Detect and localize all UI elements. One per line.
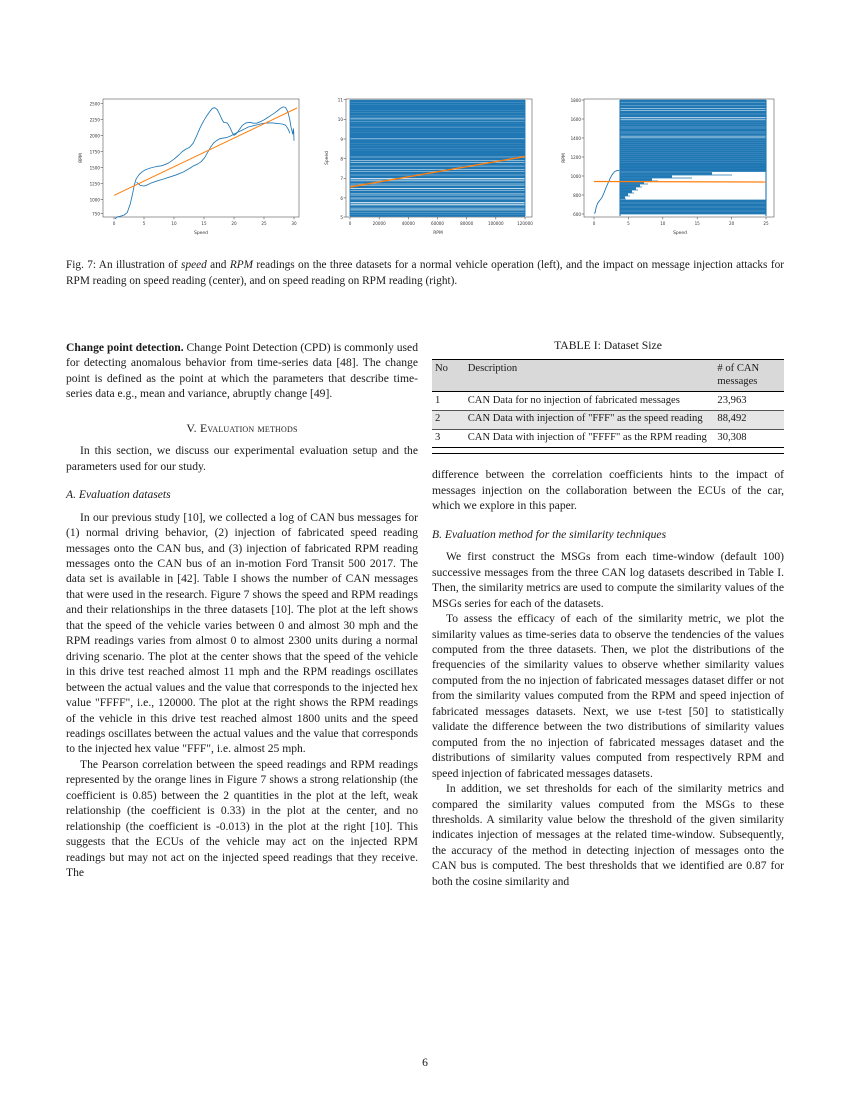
- chart-right-speed-injection: [552, 88, 784, 240]
- table-row: [432, 429, 784, 448]
- left-x-axis-label: Speed: [194, 231, 208, 236]
- right-column: [432, 338, 784, 889]
- figure-caption-label: Fig. 7:: [66, 259, 97, 271]
- left-y-axis-label: RPM: [79, 153, 84, 163]
- svg-text:9: 9: [340, 136, 343, 142]
- table-header-row: [432, 360, 784, 392]
- svg-text:0: 0: [112, 221, 116, 226]
- figure-caption: [66, 258, 784, 289]
- section-heading-evaluation-methods: V. Evaluation methods: [186, 420, 298, 435]
- svg-text:600: 600: [573, 211, 581, 217]
- svg-text:1600: 1600: [570, 116, 581, 122]
- svg-text:60000: 60000: [430, 221, 445, 226]
- svg-text:30: 30: [291, 221, 297, 226]
- table-cell-description: CAN Data with injection of "FFF" as the speed reading: [465, 410, 715, 429]
- table-cell-count: 88,492: [714, 410, 784, 429]
- page-number: 6: [422, 1056, 428, 1069]
- table-cell-description: CAN Data with injection of "FFFF" as the RPM reading: [465, 429, 715, 448]
- svg-text:1250: 1250: [89, 181, 100, 187]
- paragraph-evaluation-intro: In this section, we discuss our experimental evaluation setup and the parameters used for our study.: [66, 444, 418, 473]
- table-bottom-rule: [432, 448, 784, 454]
- table-header-count: # of CAN messages: [717, 362, 760, 387]
- svg-text:15: 15: [201, 221, 207, 226]
- table-row: [432, 410, 784, 429]
- figure-caption-em-speed: speed: [181, 259, 207, 271]
- change-point-lead-in: Change point detection.: [66, 341, 184, 354]
- right-y-axis-label: RPM: [562, 153, 567, 163]
- svg-text:10: 10: [171, 221, 177, 226]
- chart-left-normal-operation: [66, 88, 316, 240]
- svg-text:100000: 100000: [487, 221, 504, 226]
- svg-text:750: 750: [92, 211, 100, 217]
- svg-text:15: 15: [694, 221, 700, 226]
- paragraph-msg-construction: We first construct the MSGs from each time-window (default 100) successive messages from the three CAN log datasets described in Table I. Then, the similarity metrics are used to compute the similarity values of the MSGs series for each of the datasets.: [432, 550, 784, 610]
- table-cell-count: 30,308: [714, 429, 784, 448]
- svg-text:120000: 120000: [517, 221, 533, 226]
- svg-text:2250: 2250: [89, 117, 100, 123]
- svg-text:1000: 1000: [89, 197, 100, 203]
- dataset-size-table: [432, 359, 784, 454]
- table-row: [432, 392, 784, 411]
- svg-text:20: 20: [728, 221, 735, 226]
- table-caption: TABLE I: Dataset Size: [554, 339, 662, 352]
- svg-text:20000: 20000: [372, 221, 386, 226]
- svg-text:10: 10: [660, 221, 666, 226]
- table-cell-no: 1: [435, 394, 441, 406]
- svg-text:1200: 1200: [570, 154, 581, 160]
- paragraph-efficacy-assessment: To assess the efficacy of each of the similarity metric, we plot the similarity values as time-series data to observe the tendencies of the values computed from the three datasets. Then, we plot the distributions of the frequencies of the similarity values to observe whether similarity values computed from the no injection of fabricated messages dataset differ or not from the similarity values computed from the RPM and speed injection of fabricated messages datasets. Next, we use t-test [50] to statistically validate the difference between the two distributions of similarity values computed from the no injection of fabricated messages dataset and the distributions of similarity values computed from respectively RPM and speed injection of fabricated messages datasets.: [432, 612, 784, 780]
- left-column: [66, 340, 418, 881]
- subsection-heading-similarity-techniques: B. Evaluation method for the similarity techniques: [432, 527, 667, 541]
- svg-text:11: 11: [337, 97, 343, 103]
- svg-text:1400: 1400: [570, 135, 581, 141]
- table-cell-count: 23,963: [717, 394, 747, 406]
- figure-caption-text-2: and: [206, 259, 230, 271]
- svg-text:5: 5: [627, 221, 630, 226]
- right-x-axis-label: Speed: [673, 231, 687, 236]
- svg-text:7: 7: [340, 176, 343, 182]
- figure-7: [66, 88, 784, 240]
- svg-text:1000: 1000: [570, 173, 581, 179]
- center-injected-sweeps: [350, 100, 525, 216]
- svg-text:0: 0: [348, 221, 352, 226]
- svg-text:10: 10: [337, 117, 343, 123]
- paragraph-correlation-difference: difference between the correlation coefficients hints to the impact of messages injection on the collaboration between the ECUs of the car, which we explore in this paper.: [432, 468, 784, 513]
- figure-caption-text-1: An illustration of: [96, 259, 182, 271]
- chart-center-rpm-injection: [320, 88, 548, 240]
- svg-text:25: 25: [763, 221, 769, 226]
- svg-text:6: 6: [340, 195, 343, 201]
- paragraph-change-point-detection: [66, 340, 418, 402]
- svg-text:0: 0: [592, 221, 596, 226]
- chart-left-svg: [66, 88, 316, 240]
- figure-caption-em-rpm: RPM: [229, 259, 254, 271]
- figure-caption-text-3: readings on the three datasets for a normal vehicle operation (left), and the impact on message injection attacks for RPM reading on speed reading (center), and on speed reading on RPM reading (right).: [66, 259, 784, 287]
- svg-text:5: 5: [142, 221, 146, 226]
- svg-text:20: 20: [231, 221, 237, 226]
- change-point-body: Change Point Detection (CPD) is commonly used for detecting anomalous behavior from time-series data [48]. The change point is defined as the point at which the parameters that describe time-series data e.g., mean and variance, abruptly change [49].: [66, 341, 418, 401]
- table-header-description: Description: [467, 362, 518, 374]
- table-cell-description: CAN Data for no injection of fabricated messages: [467, 394, 680, 406]
- figure-row: [66, 88, 784, 240]
- table-header-no: No: [435, 362, 448, 374]
- table-cell-no: 3: [432, 429, 465, 448]
- svg-text:25: 25: [261, 221, 267, 226]
- svg-text:40000: 40000: [401, 221, 415, 226]
- svg-text:5: 5: [340, 215, 343, 220]
- svg-text:800: 800: [573, 192, 581, 198]
- center-x-axis-label: RPM: [433, 231, 443, 236]
- subsection-heading-evaluation-datasets: A. Evaluation datasets: [66, 488, 171, 502]
- svg-text:1750: 1750: [89, 149, 100, 155]
- svg-text:2000: 2000: [89, 133, 100, 139]
- chart-right-svg: [552, 88, 784, 240]
- center-y-axis-label: Speed: [325, 151, 330, 165]
- paragraph-thresholds: In addition, we set thresholds for each of the similarity metrics and compared the similarity values computed from the MSGs to these thresholds. A similarity value below the threshold of the given similarity indicates injection of messages at the related time-window. Subsequently, the accuracy of the method in detecting injection of messages onto the CAN bus is computed. The best thresholds that we identified are 0.87 for both the cosine similarity and: [432, 782, 784, 888]
- paragraph-evaluation-datasets: In our previous study [10], we collected a log of CAN bus messages for (1) normal driving behavior, (2) injection of fabricated speed reading messages onto the CAN bus, and (3) injection of fabricated RPM reading messages onto the CAN bus of an in-motion Ford Transit 500 2017. The data set is available in [42]. Table I shows the number of CAN messages that were used in the research. Figure 7 shows the speed and RPM readings and their relationships in the three datasets [10]. The plot at the left shows that the speed of the vehicle varies between 0 and almost 30 mph and the RPM readings varies from almost 0 to almost 2300 units during a normal driving scenario. The plot at the center shows that the speed of the vehicle in this drive test reached almost 11 mph and the RPM readings oscillates between the actual values and the value that corresponds to the injected hex value "FFFF", i.e., 120000. The plot at the right shows the RPM readings of the vehicle in this drive test reached almost 1800 units and the speed readings oscillates between the actual values and the value that corresponds to the injected hex value "FFF", i.e. almost 25 mph.: [66, 510, 418, 756]
- paragraph-pearson-correlation: The Pearson correlation between the speed readings and RPM readings represented by the orange lines in Figure 7 shows a strong relationship (the coefficient is 0.85) between the 2 quantities in the plot at the left, weak relationship (the coefficient is 0.33) in the plot at the center, and no relationship (the coefficient is -0.013) in the plot at the right [10]. This suggests that the ECUs of the vehicle may act on the injected RPM readings but may not act on the injected speed readings that they receive. The: [66, 757, 418, 880]
- svg-text:80000: 80000: [460, 221, 474, 226]
- svg-text:2500: 2500: [89, 101, 100, 107]
- chart-center-svg: [320, 88, 548, 240]
- svg-text:8: 8: [340, 156, 343, 162]
- svg-text:1500: 1500: [89, 165, 100, 171]
- table-cell-no: 2: [432, 410, 465, 429]
- right-pearson-trend-line: [594, 182, 766, 183]
- svg-text:1800: 1800: [570, 97, 581, 103]
